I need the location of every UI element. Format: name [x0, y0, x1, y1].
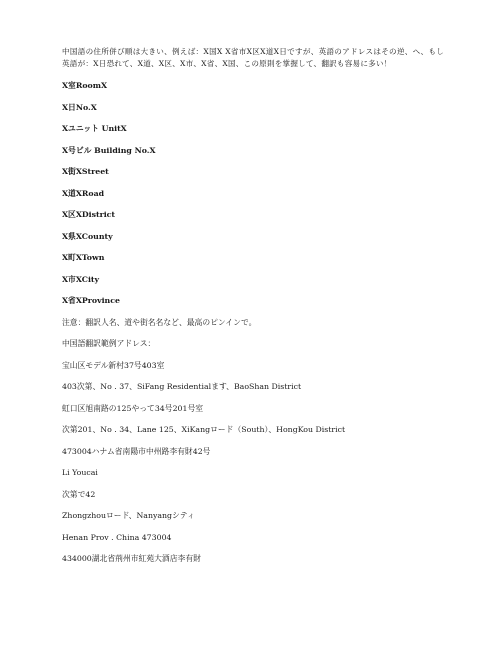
text-line-example-heading: 中国語翻訳範例アドレス： — [62, 339, 156, 349]
text-line-district: X区XDistrict — [62, 210, 116, 220]
text-line-street: X街XStreet — [62, 167, 109, 177]
document-body — [62, 46, 444, 575]
text-line-example-1-en: 403次第、No . 37、SiFang Residentialます、BaoShan District — [62, 382, 302, 392]
intro-paragraph: 中国語の住所併び順は大きい、例えば：X国X X省市X区X道X日ですが、英語のアドレスはその逆、へ、もし英語が：X日恐れて、X道、X区、X市、X省、X国、この原則を掌握して、翻訳も容易に多い！ — [62, 47, 444, 69]
text-line-county: X県XCounty — [62, 231, 113, 241]
text-line-city: X市XCity — [62, 274, 100, 284]
text-line-example-3-road: Zhongzhouロード、Nanyangシティ — [62, 511, 195, 521]
text-line-room: X室RoomX — [62, 81, 108, 91]
text-line-road: X道XRoad — [62, 188, 105, 198]
text-line-unit: Xユニット UnitX — [62, 124, 127, 134]
text-line-example-1-cn: 宝山区モデル新村37号403室 — [62, 360, 165, 370]
text-line-number: X日No.X — [62, 102, 97, 112]
text-line-note: 注意：翻訳人名、道や街名名など、最高のピンインで。 — [62, 317, 257, 327]
text-line-example-4-cn: 434000湖北省荊州市紅苑大酒店李有財 — [62, 554, 201, 564]
text-line-example-3-province: Henan Prov . China 473004 — [62, 532, 172, 542]
text-line-example-2-en: 次第201、No . 34、Lane 125、XiKangロード（South）、HongKou District — [62, 425, 346, 435]
text-line-example-3-cn: 473004ハナム省南陽市中州路李有財42号 — [62, 446, 211, 456]
text-line-province: X省XProvince — [62, 296, 120, 306]
text-line-example-2-cn: 虹口区旭南路の125やって34号201号室 — [62, 403, 204, 413]
text-line-example-3-name: Li Youcai — [62, 468, 98, 478]
text-line-town: X町XTown — [62, 253, 105, 263]
text-line-example-3-number: 次第で42 — [62, 489, 96, 499]
text-line-building: X号ビル Building No.X — [62, 145, 156, 155]
